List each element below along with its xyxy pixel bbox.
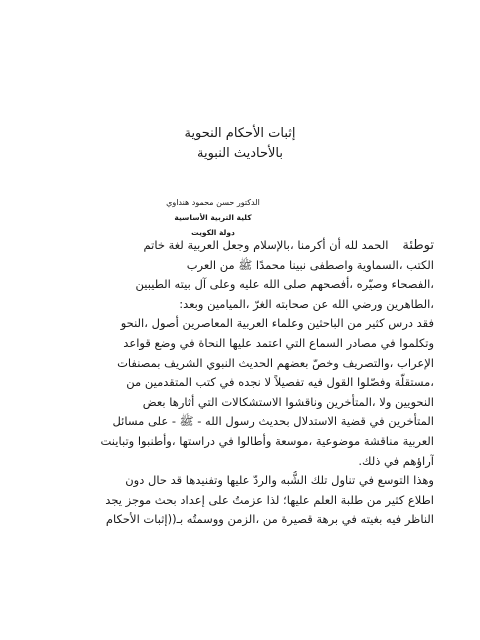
body-line: الكتب ،السماوية واصطفى نبينا محمدًا ﷺ من العرب (186, 257, 434, 272)
title-line-1: إثبات الأحكام النحوية (184, 126, 296, 141)
title-line-2: بالأحاديث النبوية (196, 146, 284, 161)
body-line: العربية مناقشة موضوعية ،موسعة وأطالوا في دراستها ،وأطنبوا وتباينت (100, 433, 434, 448)
body-line (50, 236, 434, 256)
author-country: دولة الكويت (191, 228, 235, 237)
body-line: النحويين ولا ،المتأخرين وناقشوا الاستشكالات التي أثارها بعض (142, 394, 434, 409)
author-college: كلية التربية الأساسية (174, 213, 252, 222)
body-line: المتأخرين في قضية الاستدلال بحديث رسول الله - ﷺ - على مسائل (112, 414, 434, 429)
body-line: وتكلموا في مصادر السماع التي اعتمد عليها النحاة في وضع قواعد (123, 335, 434, 350)
body-text (50, 236, 434, 530)
title-block (0, 124, 480, 164)
body-line-text: الحمد لله أن أكرمنا ،بالإسلام وجعل العربية لغة خاتم (143, 238, 389, 252)
intro-word: توطئة (402, 238, 434, 253)
body-line: فقد درس كثير من الباحثين وعلماء العربية المعاصرين أصول ،النحو (120, 316, 434, 331)
body-line: الإعراب ،والتصريف وخصّ بعضهم الحديث النبوي الشريف بمصنفات (117, 355, 434, 370)
author-block (158, 196, 268, 240)
body-line: ،الفصحاء وصيّره ،أفصحهم صلى الله عليه وعلى آل بيته الطيبين (135, 277, 434, 292)
body-line: ،مستقلّة وفصّلوا القول فيه تفصيلاً لا نجده في كتب المتقدمين من (126, 375, 434, 390)
body-line: وهذا التوسع في تناول تلك الشُّبه والردّ عليها وتفنيدها قد حال دون (125, 473, 434, 488)
body-line: اطلاع كثير من طلبة العلم عليها؛ لذا عزمتُ على إعداد بحث موجز يجد (105, 492, 434, 507)
author-name: الدكتور حسن محمود هنداوي (166, 198, 260, 207)
body-line: آراؤهم في ذلك. (358, 453, 434, 468)
body-line: الناظر فيه بغيته في برهة قصيرة من ،الزمن ووسمتُه بـ((إثبات الأحكام (105, 512, 434, 527)
body-line: ،الطاهرين ورضي الله عن صحابته الغرّ ،الميامين وبعد: (179, 296, 434, 311)
